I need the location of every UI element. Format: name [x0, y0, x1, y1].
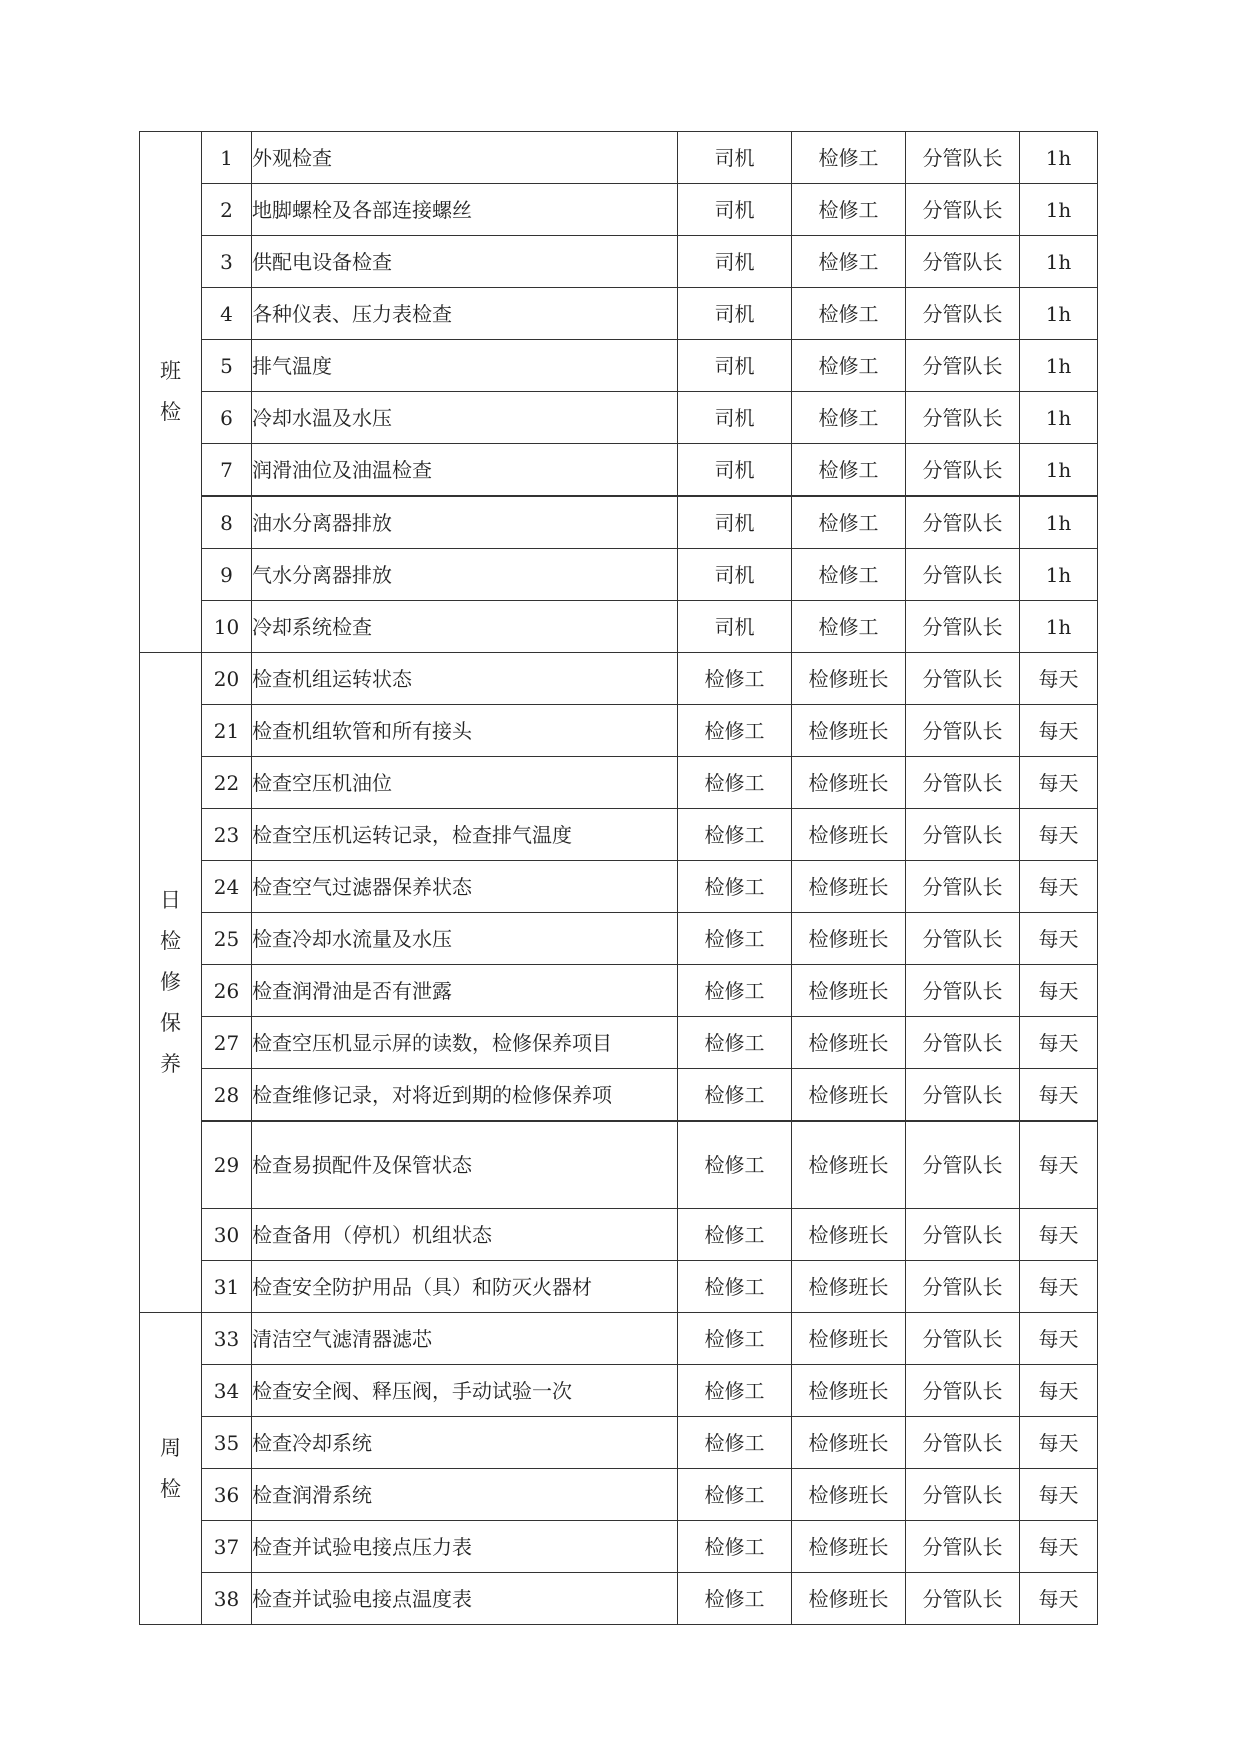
item-number: 2 — [202, 184, 252, 236]
group-label-char: 日 — [160, 888, 181, 912]
table-row — [140, 549, 1098, 601]
cycle-cell: 每天 — [1020, 1313, 1098, 1365]
table-row — [140, 184, 1098, 236]
supervisor-cell: 分管队长 — [906, 1069, 1020, 1122]
supervisor-cell: 分管队长 — [906, 1261, 1020, 1313]
executor-cell: 检修工 — [678, 1017, 792, 1069]
table-row — [140, 1017, 1098, 1069]
checker-cell: 检修班长 — [792, 1573, 906, 1625]
cycle-cell: 1h — [1020, 601, 1098, 653]
cycle-cell: 1h — [1020, 549, 1098, 601]
supervisor-cell: 分管队长 — [906, 757, 1020, 809]
item-number: 27 — [202, 1017, 252, 1069]
checker-cell: 检修班长 — [792, 705, 906, 757]
group-label-char: 检 — [160, 1476, 181, 1501]
table-row — [140, 496, 1098, 549]
supervisor-cell: 分管队长 — [906, 653, 1020, 705]
item-description: 检查润滑系统 — [252, 1469, 678, 1521]
checker-cell: 检修班长 — [792, 809, 906, 861]
executor-cell: 检修工 — [678, 1069, 792, 1122]
table-row — [140, 653, 1098, 705]
cycle-cell: 每天 — [1020, 653, 1098, 705]
group-label-char: 保 — [160, 1011, 181, 1035]
table-row — [140, 236, 1098, 288]
item-number: 10 — [202, 601, 252, 653]
item-number: 20 — [202, 653, 252, 705]
cycle-cell: 每天 — [1020, 1017, 1098, 1069]
executor-cell: 检修工 — [678, 1209, 792, 1261]
executor-cell: 检修工 — [678, 1313, 792, 1365]
table-row — [140, 1469, 1098, 1521]
table-row — [140, 1521, 1098, 1573]
executor-cell: 司机 — [678, 549, 792, 601]
checker-cell: 检修工 — [792, 549, 906, 601]
cycle-cell: 每天 — [1020, 1069, 1098, 1122]
cycle-cell: 每天 — [1020, 965, 1098, 1017]
item-number: 25 — [202, 913, 252, 965]
cycle-cell: 每天 — [1020, 1209, 1098, 1261]
item-description: 检查维修记录，对将近到期的检修保养项 — [252, 1069, 678, 1122]
table-row — [140, 809, 1098, 861]
cycle-cell: 1h — [1020, 236, 1098, 288]
checker-cell: 检修班长 — [792, 913, 906, 965]
executor-cell: 司机 — [678, 236, 792, 288]
table-row — [140, 1573, 1098, 1625]
item-number: 23 — [202, 809, 252, 861]
table-row — [140, 757, 1098, 809]
item-description: 检查机组运转状态 — [252, 653, 678, 705]
item-description: 检查冷却系统 — [252, 1417, 678, 1469]
supervisor-cell: 分管队长 — [906, 1365, 1020, 1417]
item-number: 1 — [202, 132, 252, 184]
checker-cell: 检修工 — [792, 340, 906, 392]
group-label-char: 养 — [160, 1052, 181, 1076]
table-row — [140, 1121, 1098, 1209]
table-row — [140, 601, 1098, 653]
checker-cell: 检修班长 — [792, 1417, 906, 1469]
supervisor-cell: 分管队长 — [906, 549, 1020, 601]
executor-cell: 检修工 — [678, 1261, 792, 1313]
item-number: 29 — [202, 1121, 252, 1209]
cycle-cell: 每天 — [1020, 1573, 1098, 1625]
supervisor-cell: 分管队长 — [906, 496, 1020, 549]
table-row — [140, 340, 1098, 392]
checker-cell: 检修班长 — [792, 1121, 906, 1209]
checker-cell: 检修班长 — [792, 1017, 906, 1069]
supervisor-cell: 分管队长 — [906, 288, 1020, 340]
item-description: 检查润滑油是否有泄露 — [252, 965, 678, 1017]
table-row — [140, 1365, 1098, 1417]
item-description: 检查安全阀、释压阀，手动试验一次 — [252, 1365, 678, 1417]
cycle-cell: 1h — [1020, 444, 1098, 497]
cycle-cell: 1h — [1020, 340, 1098, 392]
cycle-cell: 每天 — [1020, 1521, 1098, 1573]
supervisor-cell: 分管队长 — [906, 1121, 1020, 1209]
executor-cell: 检修工 — [678, 705, 792, 757]
cycle-cell: 每天 — [1020, 913, 1098, 965]
item-description: 地脚螺栓及各部连接螺丝 — [252, 184, 678, 236]
item-number: 34 — [202, 1365, 252, 1417]
item-number: 8 — [202, 496, 252, 549]
executor-cell: 司机 — [678, 288, 792, 340]
checker-cell: 检修工 — [792, 184, 906, 236]
executor-cell: 检修工 — [678, 1469, 792, 1521]
item-description: 各种仪表、压力表检查 — [252, 288, 678, 340]
table-row — [140, 288, 1098, 340]
checker-cell: 检修工 — [792, 288, 906, 340]
group-label-cell — [140, 1313, 202, 1625]
cycle-cell: 1h — [1020, 132, 1098, 184]
item-number: 31 — [202, 1261, 252, 1313]
item-description: 检查空气过滤器保养状态 — [252, 861, 678, 913]
supervisor-cell: 分管队长 — [906, 913, 1020, 965]
supervisor-cell: 分管队长 — [906, 1313, 1020, 1365]
checker-cell: 检修班长 — [792, 1209, 906, 1261]
item-number: 24 — [202, 861, 252, 913]
executor-cell: 司机 — [678, 184, 792, 236]
cycle-cell: 每天 — [1020, 1121, 1098, 1209]
checker-cell: 检修工 — [792, 601, 906, 653]
checker-cell: 检修班长 — [792, 1469, 906, 1521]
cycle-cell: 每天 — [1020, 861, 1098, 913]
item-description: 油水分离器排放 — [252, 496, 678, 549]
item-description: 外观检查 — [252, 132, 678, 184]
supervisor-cell: 分管队长 — [906, 444, 1020, 497]
executor-cell: 检修工 — [678, 965, 792, 1017]
table-row — [140, 1209, 1098, 1261]
item-number: 21 — [202, 705, 252, 757]
checker-cell: 检修班长 — [792, 757, 906, 809]
checker-cell: 检修班长 — [792, 1261, 906, 1313]
cycle-cell: 每天 — [1020, 1261, 1098, 1313]
executor-cell: 检修工 — [678, 809, 792, 861]
supervisor-cell: 分管队长 — [906, 1469, 1020, 1521]
table-row — [140, 965, 1098, 1017]
item-description: 供配电设备检查 — [252, 236, 678, 288]
table-row — [140, 132, 1098, 184]
table-row — [140, 705, 1098, 757]
cycle-cell: 每天 — [1020, 809, 1098, 861]
cycle-cell: 1h — [1020, 392, 1098, 444]
executor-cell: 司机 — [678, 392, 792, 444]
item-number: 26 — [202, 965, 252, 1017]
item-description: 冷却系统检查 — [252, 601, 678, 653]
table-row — [140, 1261, 1098, 1313]
group-label-char: 班 — [160, 359, 181, 383]
supervisor-cell: 分管队长 — [906, 1573, 1020, 1625]
item-number: 4 — [202, 288, 252, 340]
checker-cell: 检修班长 — [792, 1069, 906, 1122]
group-label-char: 修 — [160, 970, 181, 994]
executor-cell: 检修工 — [678, 653, 792, 705]
item-number: 5 — [202, 340, 252, 392]
checker-cell: 检修工 — [792, 132, 906, 184]
item-number: 3 — [202, 236, 252, 288]
checker-cell: 检修班长 — [792, 1313, 906, 1365]
supervisor-cell: 分管队长 — [906, 392, 1020, 444]
item-number: 6 — [202, 392, 252, 444]
item-description: 排气温度 — [252, 340, 678, 392]
executor-cell: 检修工 — [678, 861, 792, 913]
checker-cell: 检修班长 — [792, 1521, 906, 1573]
executor-cell: 司机 — [678, 444, 792, 497]
executor-cell: 检修工 — [678, 757, 792, 809]
item-number: 37 — [202, 1521, 252, 1573]
item-number: 36 — [202, 1469, 252, 1521]
item-description: 气水分离器排放 — [252, 549, 678, 601]
item-description: 检查空压机显示屏的读数，检修保养项目 — [252, 1017, 678, 1069]
executor-cell: 检修工 — [678, 1573, 792, 1625]
supervisor-cell: 分管队长 — [906, 965, 1020, 1017]
item-description: 检查易损配件及保管状态 — [252, 1121, 678, 1209]
executor-cell: 司机 — [678, 601, 792, 653]
supervisor-cell: 分管队长 — [906, 132, 1020, 184]
table-row — [140, 913, 1098, 965]
supervisor-cell: 分管队长 — [906, 809, 1020, 861]
item-number: 7 — [202, 444, 252, 497]
executor-cell: 司机 — [678, 496, 792, 549]
supervisor-cell: 分管队长 — [906, 1017, 1020, 1069]
checker-cell: 检修工 — [792, 392, 906, 444]
cycle-cell: 1h — [1020, 184, 1098, 236]
item-description: 检查机组软管和所有接头 — [252, 705, 678, 757]
item-description: 检查空压机油位 — [252, 757, 678, 809]
checker-cell: 检修班长 — [792, 965, 906, 1017]
group-label-char: 检 — [160, 400, 181, 424]
checker-cell: 检修工 — [792, 444, 906, 497]
item-number: 38 — [202, 1573, 252, 1625]
table-row — [140, 1313, 1098, 1365]
group-label-cell — [140, 132, 202, 653]
cycle-cell: 每天 — [1020, 757, 1098, 809]
table-row — [140, 861, 1098, 913]
item-number: 33 — [202, 1313, 252, 1365]
supervisor-cell: 分管队长 — [906, 1209, 1020, 1261]
supervisor-cell: 分管队长 — [906, 1521, 1020, 1573]
executor-cell: 检修工 — [678, 1521, 792, 1573]
group-label-cell — [140, 653, 202, 1313]
item-number: 28 — [202, 1069, 252, 1122]
item-description: 检查并试验电接点温度表 — [252, 1573, 678, 1625]
item-description: 冷却水温及水压 — [252, 392, 678, 444]
checker-cell: 检修班长 — [792, 1365, 906, 1417]
checker-cell: 检修班长 — [792, 861, 906, 913]
group-label-char: 检 — [160, 929, 181, 953]
executor-cell: 司机 — [678, 132, 792, 184]
group-label-char: 周 — [160, 1435, 181, 1460]
item-number: 30 — [202, 1209, 252, 1261]
inspection-table-body — [140, 132, 1098, 1625]
cycle-cell: 每天 — [1020, 705, 1098, 757]
item-description: 清洁空气滤清器滤芯 — [252, 1313, 678, 1365]
cycle-cell: 每天 — [1020, 1365, 1098, 1417]
executor-cell: 检修工 — [678, 913, 792, 965]
supervisor-cell: 分管队长 — [906, 861, 1020, 913]
item-description: 检查安全防护用品（具）和防灭火器材 — [252, 1261, 678, 1313]
item-description: 检查空压机运转记录，检查排气温度 — [252, 809, 678, 861]
supervisor-cell: 分管队长 — [906, 601, 1020, 653]
executor-cell: 司机 — [678, 340, 792, 392]
item-number: 35 — [202, 1417, 252, 1469]
table-row — [140, 444, 1098, 497]
item-description: 检查冷却水流量及水压 — [252, 913, 678, 965]
item-description: 润滑油位及油温检查 — [252, 444, 678, 497]
table-row — [140, 1417, 1098, 1469]
table-row — [140, 392, 1098, 444]
cycle-cell: 每天 — [1020, 1469, 1098, 1521]
executor-cell: 检修工 — [678, 1417, 792, 1469]
supervisor-cell: 分管队长 — [906, 1417, 1020, 1469]
executor-cell: 检修工 — [678, 1365, 792, 1417]
checker-cell: 检修工 — [792, 496, 906, 549]
item-number: 9 — [202, 549, 252, 601]
checker-cell: 检修工 — [792, 236, 906, 288]
supervisor-cell: 分管队长 — [906, 705, 1020, 757]
cycle-cell: 1h — [1020, 496, 1098, 549]
supervisor-cell: 分管队长 — [906, 340, 1020, 392]
item-number: 22 — [202, 757, 252, 809]
supervisor-cell: 分管队长 — [906, 184, 1020, 236]
item-description: 检查并试验电接点压力表 — [252, 1521, 678, 1573]
item-description: 检查备用（停机）机组状态 — [252, 1209, 678, 1261]
cycle-cell: 1h — [1020, 288, 1098, 340]
inspection-table — [139, 131, 1098, 1625]
executor-cell: 检修工 — [678, 1121, 792, 1209]
table-row — [140, 1069, 1098, 1122]
checker-cell: 检修班长 — [792, 653, 906, 705]
cycle-cell: 每天 — [1020, 1417, 1098, 1469]
supervisor-cell: 分管队长 — [906, 236, 1020, 288]
